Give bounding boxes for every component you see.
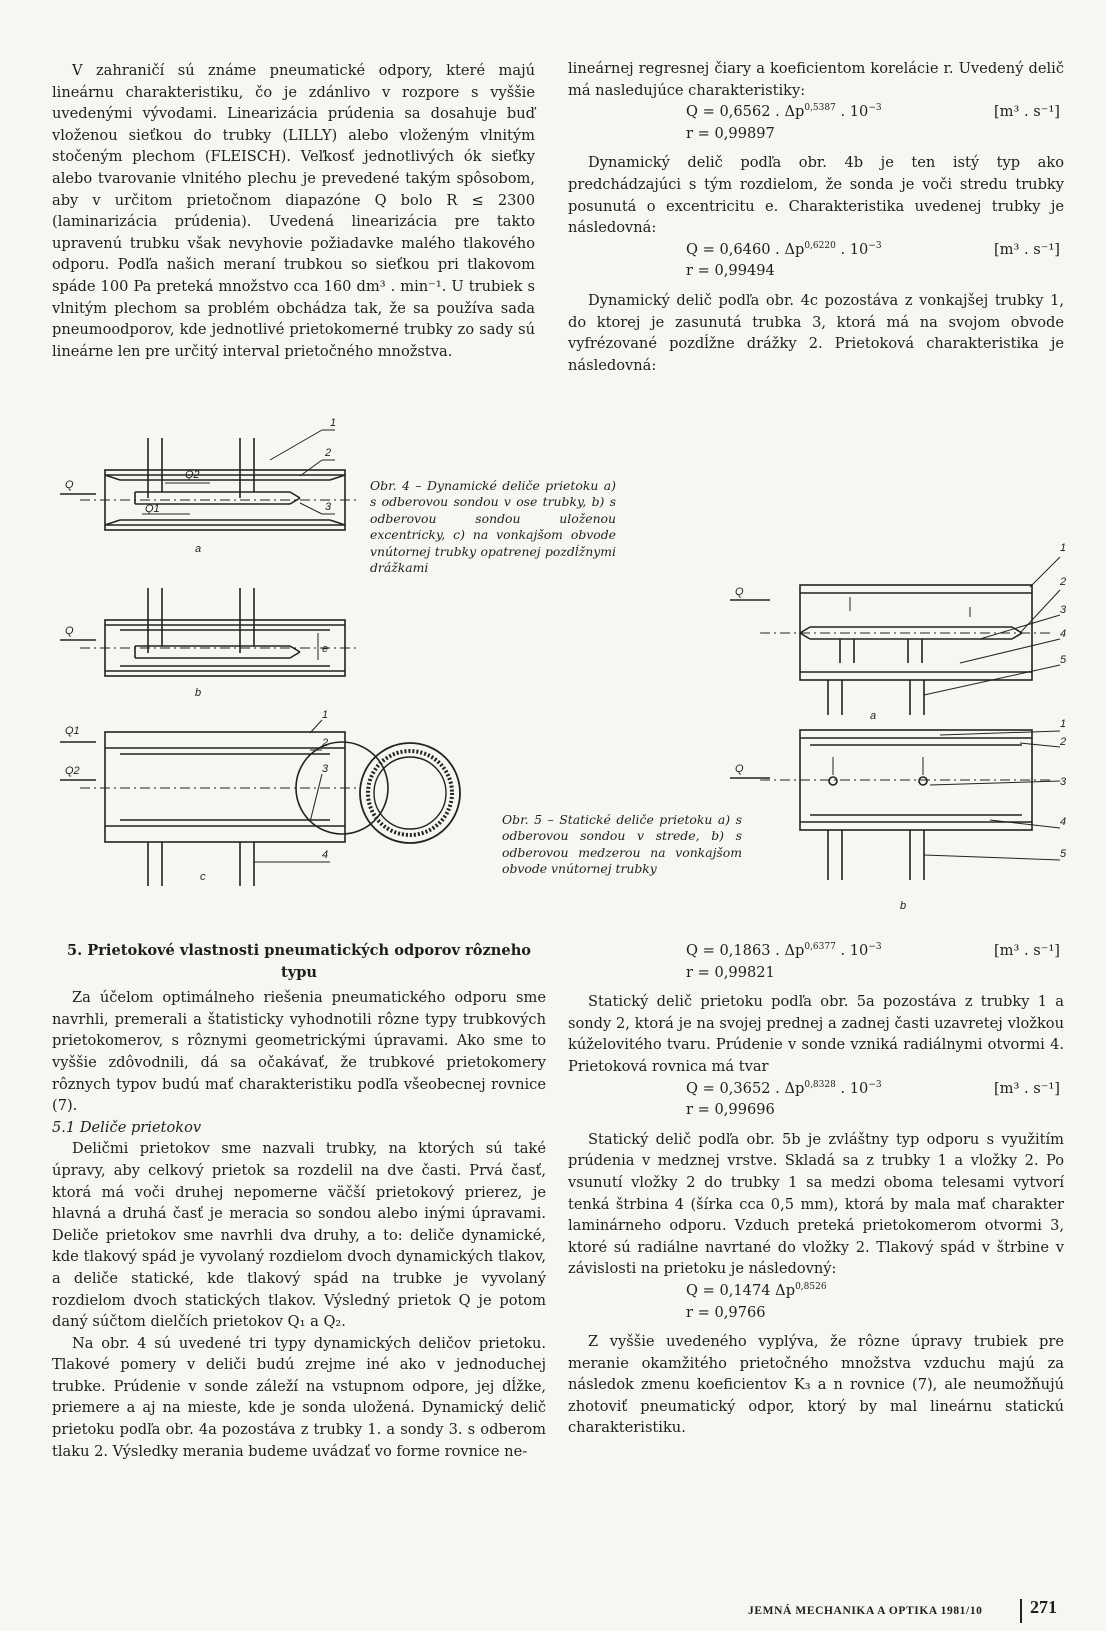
label-2: 2 xyxy=(322,737,329,749)
equation-2: Q = 0,6460 . $\Delta p^{0,6220}$ . $10^{-3}$ [m³ . s⁻¹] xyxy=(686,240,1060,258)
label-c: c xyxy=(200,871,206,883)
label-q1: Q1 xyxy=(145,503,160,515)
footer-divider xyxy=(1020,1599,1022,1623)
equation-3: Q = 0,1863 . $\Delta p^{0,6377}$ . $10^{-3}$ [m³ . s⁻¹] xyxy=(686,942,1060,959)
col1-top-text xyxy=(52,60,535,362)
label-a: a xyxy=(870,710,877,722)
label-4: 4 xyxy=(1060,628,1067,640)
label-q: Q xyxy=(65,625,74,637)
paragraph: Deličmi prietokov sme nazvali trubky, na ktorých sú také úpravy, aby celkový prietok sa rozdelil na dve časti. Prvá časť, ktorá má voči druhej nepomerne väčší prietokový prierez, je hlavná a druhá časť je meracia so sondou alebo inými úpravami. Deliče prietokov sme navrhli dva druhy, a to: deliče dynamické, kde tlakový spád je vyvolaný rozdielom dvoch dynamických tlakov, a deliče statické, kde tlakový spád na trubke je vyvolaný rozdielom dvoch statických tlakov. Výsledný prietok Q je potom daný súčtom dielčích prietokov Q₁ a Q₂. xyxy=(52,1140,546,1331)
label-3: 3 xyxy=(1060,604,1067,616)
paragraph: Z vyššie uvedeného vyplýva, že rôzne úpravy trubiek pre meranie okamžitého prietočného množstva vzduchu majú za následok zmenu koeficientov K₃ a n rovnice (7), ale neumožňujú zhotoviť pneumatický odpor, ktorý by mal lineárnu statickú charakteristiku. xyxy=(568,1333,1064,1437)
figure-4c-cross-section xyxy=(355,738,465,848)
label-3: 3 xyxy=(325,501,332,513)
paragraph: Statický delič podľa obr. 5b je zvláštny typ odporu s využitím prúdenia v medznej vrstve. Skladá sa z trubky 1 a vložky 2. Po vsunutí vložky 2 do trubky 1 sa medzi oboma telesami vytvorí tenká štrbina 4 (šírka cca 0,5 mm), ktorá by mala mať charakter laminárneho odporu. Vzduch preteká prietokomerom otvormi 3, ktoré sú radiálne navrtané do vložky 2. Tlakový spád v štrbine v závislosti na prietoku je následovný: xyxy=(568,1130,1064,1278)
page-number: 271 xyxy=(1030,1597,1057,1617)
paragraph: lineárnej regresnej čiary a koeficientom korelácie r. Uvedený delič má nasledujúce charakteristiky: xyxy=(568,60,1064,99)
subsection-heading: 5.1 Deliče prietokov xyxy=(52,1118,202,1136)
label-a: a xyxy=(195,543,202,555)
label-2: 2 xyxy=(1060,576,1067,588)
correlation-1: r = 0,99897 xyxy=(686,124,775,142)
label-q: Q xyxy=(735,586,744,598)
journal-name: JEMNÁ MECHANIKA A OPTIKA 1981/10 xyxy=(748,1605,983,1617)
paragraph: Za účelom optimálneho riešenia pneumatického odporu sme navrhli, premerali a štatisticky vyhodnotili rôzne typy trubkových prietokomerov, s rôznymi geometrickými úpravami. Ako sme to vyššie zdôvodnili, dá sa očakávať, že trubkové prietokomery rôznych typov budú mať charakteristiku podľa všeobecnej rovnice (7). xyxy=(52,989,546,1115)
label-1: 1 xyxy=(322,709,329,721)
label-3: 3 xyxy=(1060,776,1067,788)
label-5: 5 xyxy=(1060,654,1067,666)
label-q2: Q2 xyxy=(185,469,200,481)
label-3: 3 xyxy=(322,763,329,775)
label-4: 4 xyxy=(322,849,329,861)
page-footer xyxy=(708,1597,1068,1625)
figure-4-caption: Obr. 4 – Dynamické deliče prietoku a) s odberovou sondou v ose trubky, b) s odberovou sondou uloženou excentricky, c) na vonkajšom obvode vnútornej trubky opatrenej pozdĺžnymi drážkami xyxy=(370,478,616,576)
correlation-4: r = 0,99696 xyxy=(686,1101,775,1119)
label-1: 1 xyxy=(1060,718,1067,730)
label-e: e xyxy=(322,643,329,655)
label-q: Q xyxy=(735,763,744,775)
figure-5-caption: Obr. 5 – Statické deliče prietoku a) s odberovou sondou v strede, b) s odberovou medzerou na vonkajšom obvode vnútornej trubky xyxy=(502,812,742,877)
paragraph: V zahraničí sú známe pneumatické odpory, které majú lineárnu charakteristiku, čo je zdánlivo v rozpore s vyššie uvedenými vývodami. Linearizácia prúdenia sa dosahuje buď vloženou sieťkou do trubky (LILLY) alebo vloženým vlnitým stočeným plechom (FLEISCH). Veľkosť jednotlivých ók sieťky alebo tvarovanie vlnitého plechu je prevedené takým spôsobom, aby v určitom prietočnom diapazóne Q bolo R ≤ 2300 (laminarizácia prúdenia). Uvedená linearizácia pre takto upravenú trubku však nevyhovie požiadavke malého tlakového odporu. Podľa našich meraní trubkou so sieťkou pri tlakovom spáde 100 Pa preteká množstvo cca 160 dm³ . min⁻¹. U trubiek s vlnitým plechom sa problém obchádza tak, že sa používa sada pneumoodporov, kde jednotlivé prietokomerné trubky zo sady sú lineárne len pre určitý interval prietočného množstva. xyxy=(52,62,535,360)
figure-4-drawing xyxy=(60,417,380,908)
figure-5-drawing xyxy=(730,535,1080,915)
label-2: 2 xyxy=(1060,736,1067,748)
label-5: 5 xyxy=(1060,848,1067,860)
label-q2: Q2 xyxy=(65,765,80,777)
label-q: Q xyxy=(65,479,74,491)
correlation-2: r = 0,99494 xyxy=(686,262,775,280)
col2-bottom-text xyxy=(568,940,1064,1439)
label-b: b xyxy=(195,687,202,699)
label-4: 4 xyxy=(1060,816,1067,828)
equation-5: Q = 0,1474 $\Delta p^{0,8526}$ xyxy=(686,1281,827,1299)
paragraph: Dynamický delič podľa obr. 4b je ten istý typ ako predchádzajúci s tým rozdielom, že sonda je voči stredu trubky posunutá o excentricitu e. Charakteristika uvedenej trubky je následovná: xyxy=(568,154,1064,237)
label-1: 1 xyxy=(330,417,337,429)
equation-4: Q = 0,3652 . $\Delta p^{0,8328}$ . $10^{-3}$ [m³ . s⁻¹] xyxy=(686,1079,1060,1097)
label-2: 2 xyxy=(325,447,332,459)
paragraph: Dynamický delič podľa obr. 4c pozostáva z vonkajšej trubky 1, do ktorej je zasunutá trubka 3, ktorá má na svojom obvode vyfrézované pozdĺžne drážky 2. Prietoková charakteristika je následovná: xyxy=(568,291,1064,374)
equation-1: Q = 0,6562 . $\Delta p^{0,5387}$ . $10^{-3}$ [m³ . s⁻¹] xyxy=(686,103,1060,121)
paragraph: Na obr. 4 sú uvedené tri typy dynamických deličov prietoku. Tlakové pomery v deliči budú zrejme iné ako v jednoduchej trubke. Prúdenie v sonde záleží na vstupnom odpore, jej dĺžke, priemere a aj na mieste, kde je sonda uložená. Dynamický delič prietoku podľa obr. 4a pozostáva z trubky 1. a sondy 3. s odberom tlaku 2. Výsledky merania budeme uvádzať vo forme rovnice ne- xyxy=(52,1334,546,1460)
col1-bottom-text xyxy=(52,940,546,1462)
label-b: b xyxy=(900,900,907,912)
paragraph: Statický delič prietoku podľa obr. 5a pozostáva z trubky 1 a sondy 2, ktorá je na svojej prednej a zadnej časti uzavretej vložkou kúželovitého tvaru. Prúdenie v sonde vzniká radiálnymi otvormi 4. Prietoková rovnica má tvar xyxy=(568,993,1064,1075)
section-heading: 5. Prietokové vlastnosti pneumatických odporov rôzneho typu xyxy=(66,942,532,981)
col2-top-text xyxy=(568,58,1064,376)
label-1: 1 xyxy=(1060,542,1067,554)
label-q1: Q1 xyxy=(65,725,80,737)
correlation-3: r = 0,99821 xyxy=(686,963,775,981)
correlation-5: r = 0,9766 xyxy=(686,1303,766,1321)
